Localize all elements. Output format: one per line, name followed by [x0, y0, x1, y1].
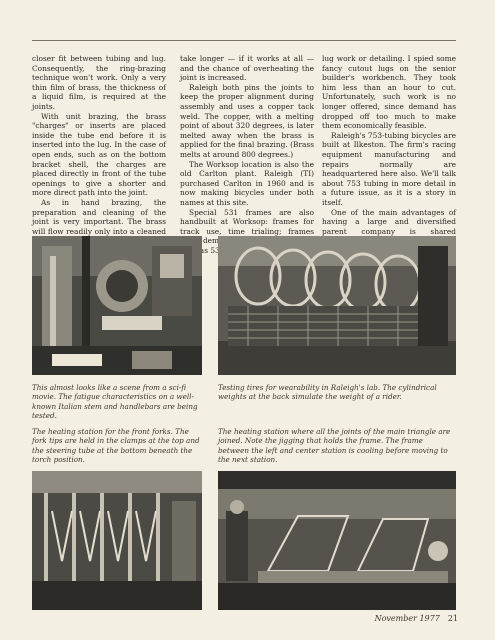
caption-photo-1: This almost looks like a scene from a sci-fi movie. The fatigue characteristics on a well-known Italian stem and handlebars are being tested.: [32, 383, 198, 421]
text-column-3: [322, 54, 456, 255]
paragraph: lug work or detailing. I spied some fancy cutout lugs on the senior builder's workbench. They took him less than an hour to cut. Unfortunately, such work is no longer offered, since demand has dropped off too much to make them economically feasible.: [322, 54, 456, 131]
paragraph: Special 531 frames are also handbuilt at Worksop: frames for track use, time trialing; frames as: [180, 207, 314, 255]
photo-main-triangle-image: [218, 471, 456, 610]
photo-tire-test: [218, 236, 456, 375]
photo-tire-test-image: [218, 236, 456, 375]
photo-main-triangle-station: [218, 471, 456, 610]
header-rule: [32, 40, 456, 41]
photo-fatigue-test: [32, 236, 202, 375]
caption-photo-3: The heating station for the front forks. The fork tips are held in the clamps at the top and the steering tube at the bottom beneath the torch position.: [32, 427, 200, 465]
paragraph: closer fit between tubing and lug. Consequently, the ring-brazing technique won't work. Only a very thin film of brass, the thickness of a liquid film, is required at the joints.: [32, 54, 166, 111]
caption-photo-2: Testing tires for wearability in Raleigh's lab. The cylindrical weights at the back simulate the weight of a rider.: [218, 383, 437, 402]
photo-fork-heating-station: [32, 471, 202, 610]
caption-photo-4: The heating station where all the joints of the main triangle are joined. Note the jigging that holds the frame. The frame between the left and center station is cooling before moving to the next station.: [218, 427, 451, 465]
photo-fatigue-test-image: [32, 236, 202, 375]
page-number: 21: [447, 614, 458, 623]
photo-fork-heating-image: [32, 471, 202, 610]
page-footer: [368, 614, 458, 623]
paragraph: take longer — if it works at all — and the chance of overheating the joint is increased.: [180, 54, 314, 83]
text-column-2: [180, 54, 314, 255]
paragraph: The Worksop location is also the old Carlton plant. Raleigh (TI) purchased Carlton in 1960 and is now making bicycles under both names at this site.: [180, 159, 314, 207]
paragraph: With unit brazing, the brass "charges" or inserts are placed inside the tube end before it is inserted into the lug. In the case of open ends, such as on the bottom bracket shell, the charges are placed directly in front of the tube openings to give a shorter and more direct path into the joint.: [32, 111, 166, 198]
issue-date: November 1977: [374, 614, 440, 623]
paragraph: One of the main advantages of having a large and diversified parent company is shared: [322, 207, 456, 236]
text-column-1: [32, 54, 166, 255]
paragraph: Raleigh both pins the joints to keep the proper alignment during assembly and uses a copper tack weld. The copper, with a melting point of about 320 degrees, is later melted away when the brass is applied for the final brazing. (Brass melts at around 800 degrees.): [180, 82, 314, 159]
paragraph: As in hand brazing, the preparation and cleaning of the joint is very important. The brass will flow readily only into a cleaned: [32, 197, 166, 236]
paragraph: Raleigh's 753-tubing bicycles are built at Ilkeston. The firm's racing equipment manufacturing and repairs normally are headquartered here also. We'll talk about 753 tubing in more detail in a future issue, as it is a story in itself.: [322, 130, 456, 207]
